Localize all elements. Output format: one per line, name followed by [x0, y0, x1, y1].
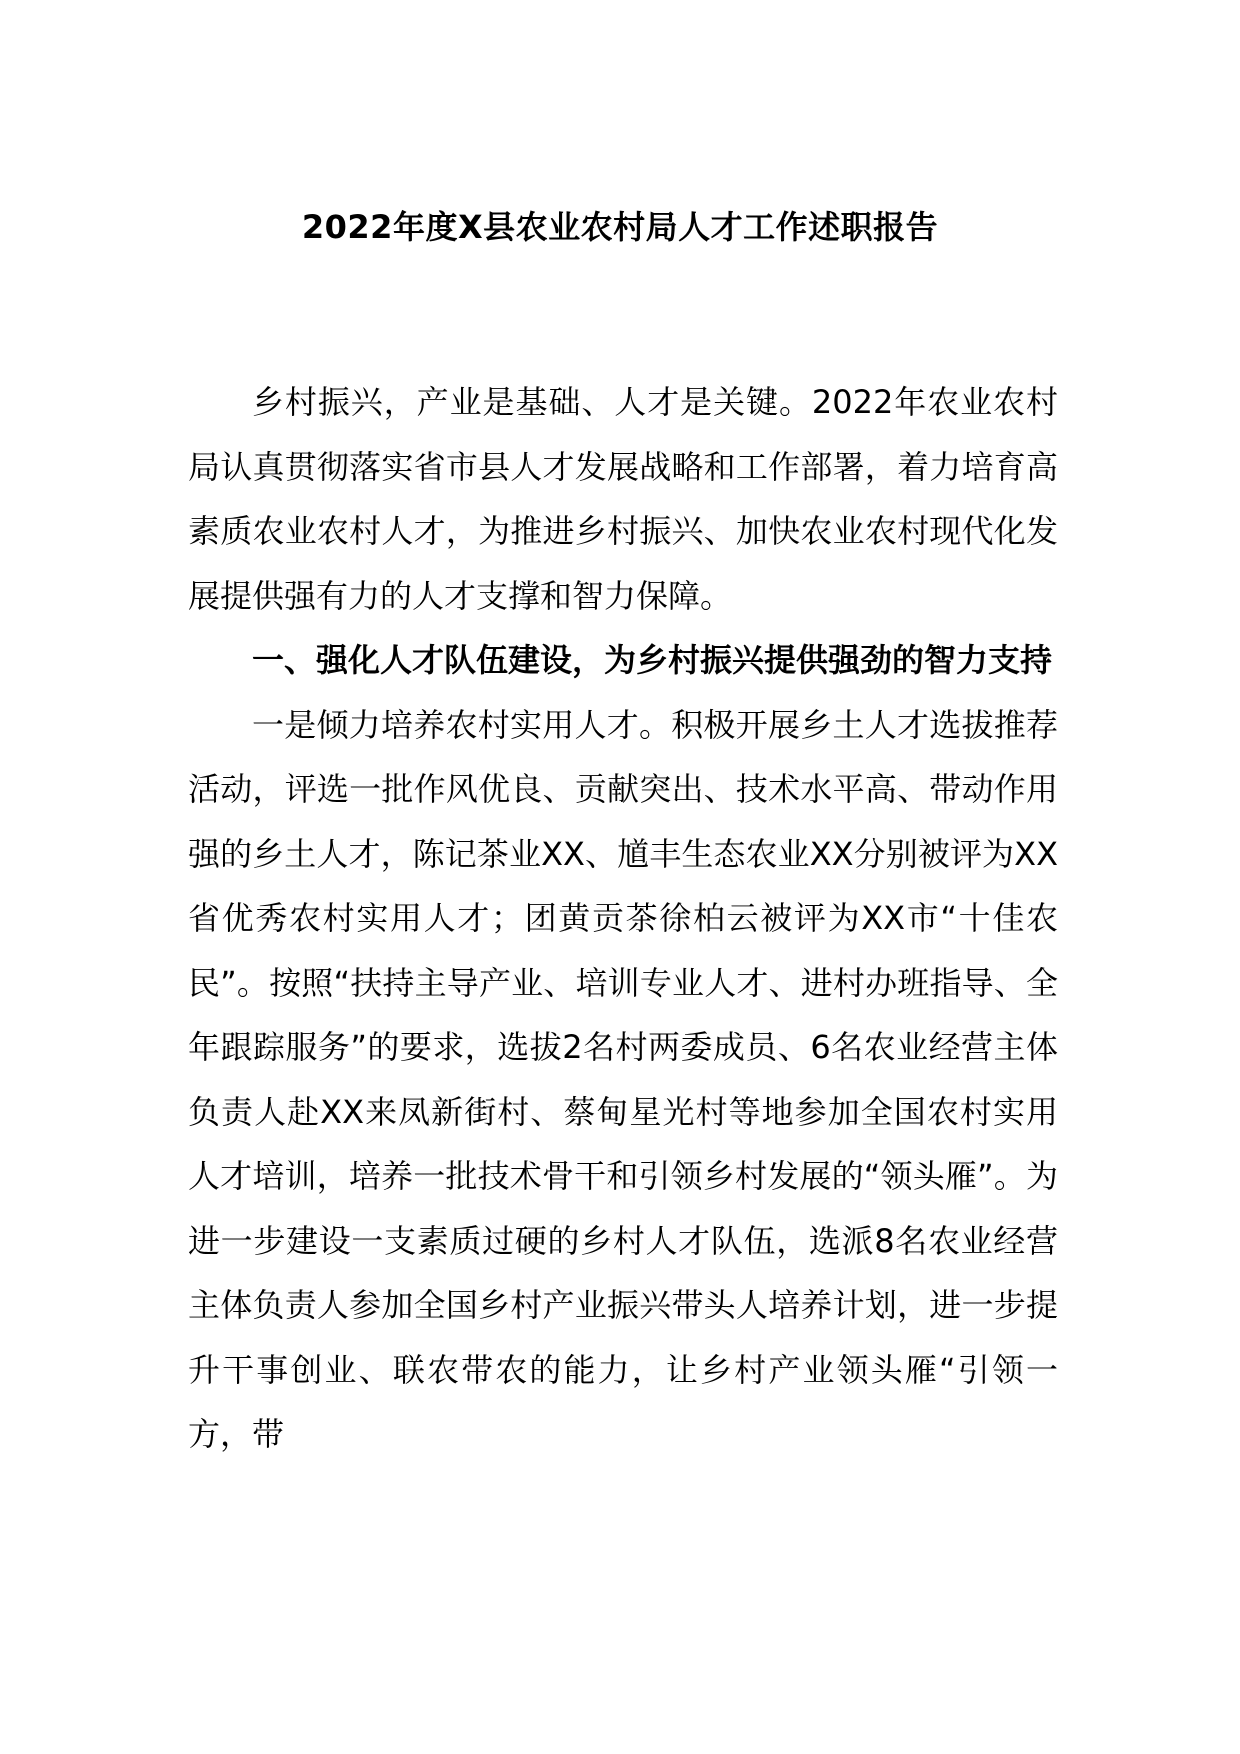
body-paragraph: 一是倾力培养农村实用人才。积极开展乡土人才选拔推荐活动，评选一批作风优良、贡献突出、技术水平高、带动作用强的乡土人才，陈记茶业XX、馗丰生态农业XX分别被评为XX省优秀农村实用人才；团黄贡茶徐柏云被评为XX市“十佳农民”。按照“扶持主导产业、培训专业人才、进村办班指导、全年跟踪服务”的要求，选拔2名村两委成员、6名农业经营主体负责人赴XX来凤新街村、蔡甸星光村等地参加全国农村实用人才培训，培养一批技术骨干和引领乡村发展的“领头雁”。为进一步建设一支素质过硬的乡村人才队伍，选派8名农业经营主体负责人参加全国乡村产业振兴带头人培养计划，进一步提升干事创业、联农带农的能力，让乡村产业领头雁“引领一方，带	[188, 705, 1058, 1453]
document-title: 2022年度X县农业农村局人才工作述职报告	[301, 208, 939, 246]
document-body	[188, 370, 1058, 1467]
section-heading: 一、强化人才队伍建设，为乡村振兴提供强劲的智力支持	[252, 641, 1053, 679]
intro-paragraph: 乡村振兴，产业是基础、人才是关键。2022年农业农村局认真贯彻落实省市县人才发展战略和工作部署，着力培育高素质农业农村人才，为推进乡村振兴、加快农业农村现代化发展提供强有力的人才支撑和智力保障。	[188, 383, 1058, 615]
